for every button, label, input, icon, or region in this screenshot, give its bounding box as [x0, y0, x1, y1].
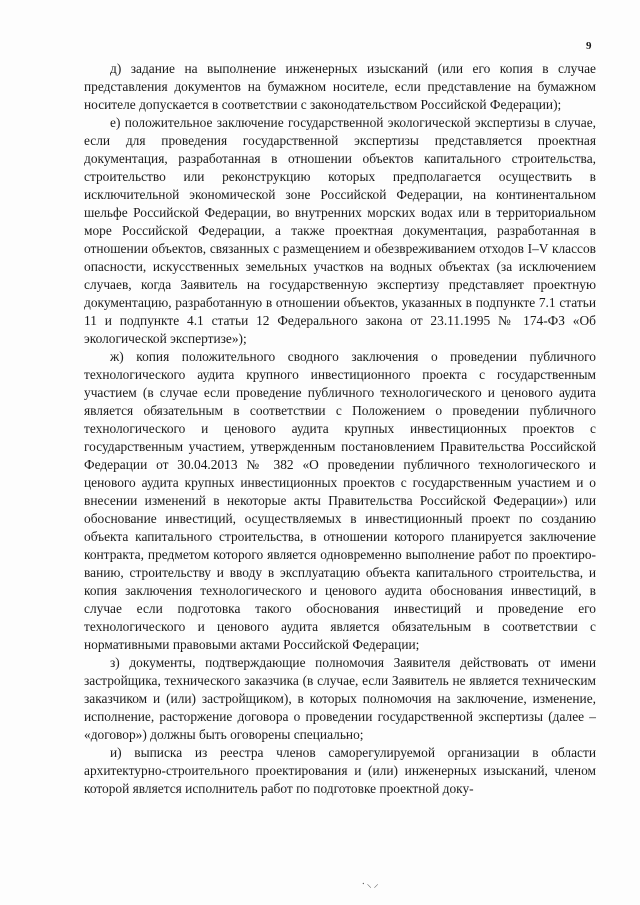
document-body: [84, 60, 596, 798]
paragraph-z: з) документы, подтверждающие полномочия Заявителя действовать от имени застройщика, технического заказчика (в случае, если Заявитель не является техническим заказчиком и (или) застройщиком), в которых полномочия на заключение, изменение, исполнение, расторжение договора о проведении государственной экспертизы (далее – «договор») должны быть оговорены специально;: [84, 655, 596, 742]
page-number: 9: [586, 40, 592, 52]
paragraph-d: д) задание на выполнение инженерных изысканий (или его копия в случае представления документов на бумажном носителе, если представление на бумажном носителе допускается в соответствии с законодательством Российской Федерации);: [84, 61, 596, 112]
scan-artifact-mark: ⸱⸜⸝: [362, 879, 381, 890]
paragraph-e: е) положительное заключение государственной экологической экспертизы в случае, если для проведения государственной экспертизы представляется проектная документация, разработанная в отношении объектов капитального строительства, строительство или реконструкцию которых предполагается осуществить в исключительной экономической зоне Российской Федерации, на континентальном шельфе Российской Федерации, во внутренних морских водах или в территориальном море Российской Федерации, а также проектная документация, разработанная в отношении объектов, связанных с размещением и обезвреживанием отходов I–V классов опасности, искусственных земельных участков на водных объектах (за исключением случаев, когда Заявитель на государственную экспертизу представляет проектную документацию, разработанную в отношении объектов, указанных в подпункте 7.1 статьи 11 и подпункте 4.1 статьи 12 Федерального закона от 23.11.1995 № 174-ФЗ «Об экологической экспертизе»);: [84, 115, 596, 346]
paragraph-i: и) выписка из реестра членов саморегулируемой организации в области архитектурно-строительного проектирования и (или) инженерных изысканий, членом которой является исполнитель работ по подготовке проектной доку-: [84, 745, 596, 796]
paragraph-zh: ж) копия положительного сводного заключения о проведении публичного технологического аудита крупного инвестиционного проекта с государственным участием (в случае если проведение публичного технологического и ценового аудита является обязательным в соответствии с Положением о проведении публичного технологического и ценового аудита крупных инвестиционных проектов с государственным участием, утвержденным постановлением Правительства Российской Федерации от 30.04.2013 № 382 «О проведении публичного технологического и ценового аудита крупных инвестиционных проектов с государственным участием и о внесении изменений в некоторые акты Правительства Российской Федерации») или обоснование инвестиций, осуществляемых в инвестиционный проект по созданию объекта капитального строительства, в отношении которого планируется заключение контракта, предметом которого является одновременно выполнение работ по проектированию, строительству и вводу в эксплуатацию объекта капитального строительства, и копия заключения технологического и ценового аудита обоснования инвестиций, в случае если подготовка такого обоснования инвестиций и проведение его технологического и ценового аудита является обязательным в соответствии с нормативными правовыми актами Российской Федерации;: [84, 349, 596, 652]
